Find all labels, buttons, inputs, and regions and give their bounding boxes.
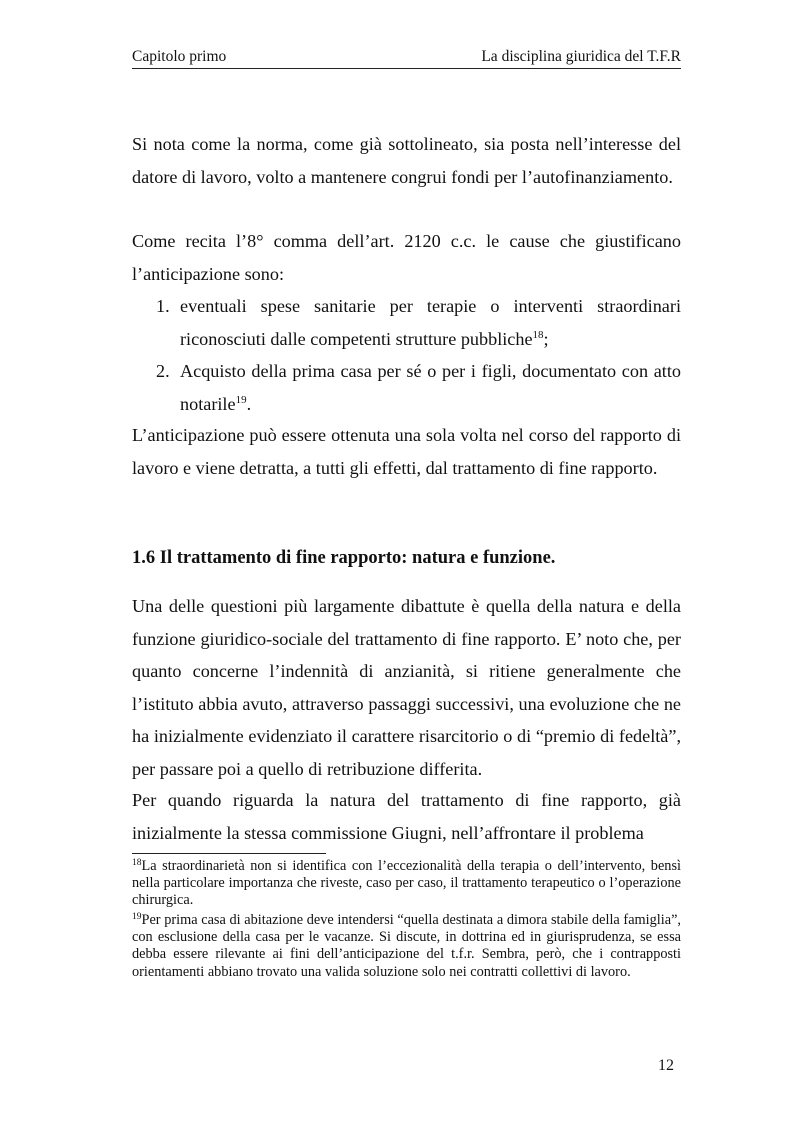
page-number: 12 (658, 1057, 674, 1074)
paragraph-nature-function: Una delle questioni più largamente dibattute è quella della natura e della funzione giuridico-sociale del trattamento di fine rapporto. E’ noto che, per quanto concerne l’indennità di anzianità, si ritiene generalmente che l’istituto abbia avuto, attraverso passaggi successivi, una evoluzione che ne ha inizialmente evidenziato il carattere risarcitorio o di “premio di fedeltà”, per passare poi a quello di retribuzione differita. (132, 596, 681, 779)
list-item (132, 290, 681, 355)
causes-list (132, 290, 681, 420)
paragraph-giugni-commission: Per quando riguarda la natura del trattamento di fine rapporto, già inizialmente la stessa commissione Giugni, nell’affrontare il problema (132, 790, 681, 843)
footnote-ref: 18 (532, 328, 544, 341)
list-item-number: 2. (156, 361, 170, 381)
footnote-number: 19 (132, 912, 142, 922)
list-item-text: eventuali spese sanitarie per terapie o interventi straordinari riconosciuti dalle competenti strutture pubbliche (180, 296, 681, 349)
footnote-19 (132, 912, 681, 981)
footnote-separator (132, 853, 326, 854)
paragraph-single-anticipation: L’anticipazione può essere ottenuta una sola volta nel corso del rapporto di lavoro e viene detratta, a tutti gli effetti, dal trattamento di fine rapporto. (132, 425, 681, 478)
list-item-text: Acquisto della prima casa per sé o per i figli, documentato con atto notarile (180, 361, 681, 414)
footnote-ref: 19 (235, 393, 247, 406)
footnote-number: 18 (132, 858, 142, 868)
list-item-punct: ; (543, 328, 549, 349)
paragraph-norm-interest: Si nota come la norma, come già sottolineato, sia posta nell’interesse del datore di lavoro, volto a mantenere congrui fondi per l’autofinanziamento. (132, 134, 681, 187)
header-title: La disciplina giuridica del T.F.R (481, 48, 681, 65)
section-heading: 1.6 Il trattamento di fine rapporto: natura e funzione. (132, 548, 556, 568)
paragraph-anticipation-causes: Come recita l’8° comma dell’art. 2120 c.c. le cause che giustificano l’anticipazione sono: (132, 231, 681, 284)
footnote-text: Per prima casa di abitazione deve intendersi “quella destinata a dimora stabile della famiglia”, con esclusione della casa per le vacanze. Si discute, in dottrina ed in giurisprudenza, se essa debba essere rilevante ai fini dell’anticipazione del t.f.r. Sembra, però, che i contrapposti orientamenti abbiano trovato una valida soluzione solo nei contratti collettivi di lavoro. (132, 912, 681, 980)
footnote-18 (132, 858, 681, 910)
list-item-punct: . (246, 393, 252, 414)
list-item-number: 1. (156, 296, 170, 316)
footnote-text: La straordinarietà non si identifica con l’eccezionalità della terapia o dell’intervento, bensì nella particolare importanza che riveste, caso per caso, il trattamento terapeutico o l’operazione chirurgica. (132, 858, 681, 909)
running-header (132, 48, 681, 69)
header-chapter: Capitolo primo (132, 48, 227, 65)
list-item (132, 355, 681, 420)
